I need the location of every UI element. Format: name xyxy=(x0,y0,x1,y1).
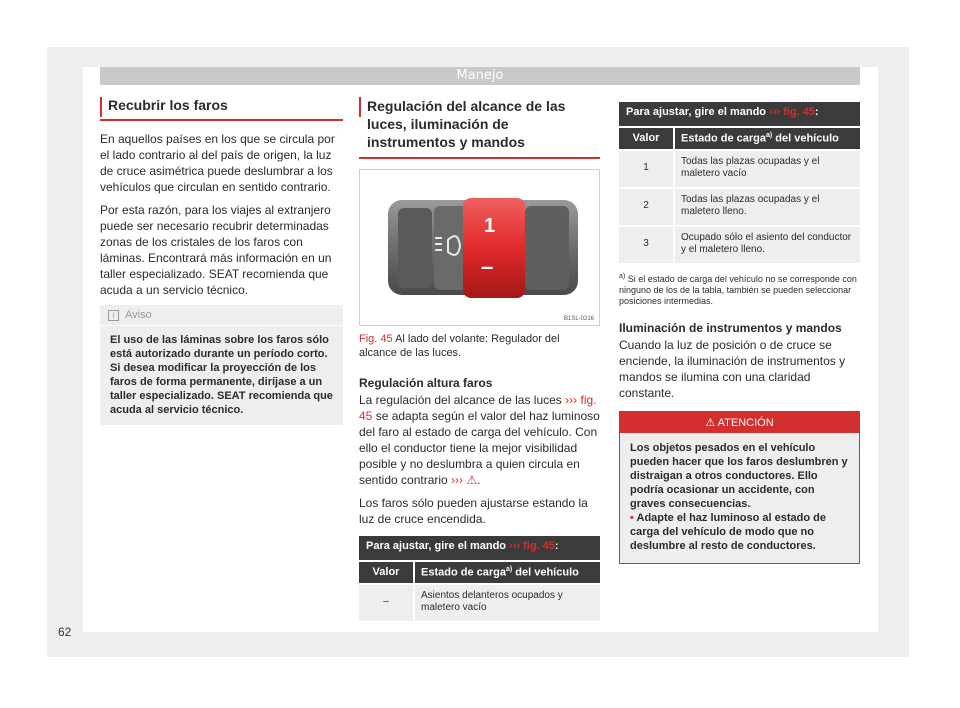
figure-caption xyxy=(359,332,600,360)
figure-label: Fig. 45 xyxy=(359,333,393,345)
figure-link[interactable]: ››› fig. 45 xyxy=(359,393,597,423)
note-text: El uso de las láminas sobre los faros sólo está autorizado durante un período corto. Si desea modificar la proyección de los faros de forma permanente, diríjase a un taller especializado. SEAT recomienda que acuda al servicio técnico. xyxy=(110,334,333,416)
column-left xyxy=(100,95,343,425)
section-title-block xyxy=(359,95,600,157)
column-header-value: Valor xyxy=(619,126,675,149)
headlight-range-dial-illustration xyxy=(360,170,599,325)
note-label: Aviso xyxy=(125,309,152,321)
warning-bullet-item: • Adapte el haz luminoso al estado de carga del vehículo de modo que no deslumbre al resto de conductores. xyxy=(630,511,826,552)
warning-box xyxy=(619,411,860,564)
subheading: Iluminación de instrumentos y mandos xyxy=(619,320,842,335)
cell-state: Todas las plazas ocupadas y el maletero vacío xyxy=(675,149,860,187)
figure-code: B1SL-0216 xyxy=(564,316,595,322)
paragraph: Los faros sólo pueden ajustarse estando la luz de cruce encendida. xyxy=(359,496,588,526)
table-row xyxy=(619,149,860,187)
note-header xyxy=(100,305,343,326)
section-rule xyxy=(100,119,343,121)
paragraph: En aquellos países en los que se circula por el lado contrario al del país de origen, la luz de cruce asimétrica puede deslumbrar a los vehículos que circulan en sentido contrario. xyxy=(100,132,335,194)
section-title: Regulación del alcance de las luces, iluminación de instrumentos y mandos xyxy=(367,98,566,150)
note-box xyxy=(100,305,343,425)
warning-triangle-icon: ⚠ xyxy=(466,473,478,487)
dial-mark-top: 1 xyxy=(484,215,496,237)
subheading: Regulación altura faros xyxy=(359,376,493,390)
section-title-block xyxy=(100,95,343,119)
caption-text: Al lado del volante: Regulador del alcance de las luces. xyxy=(359,333,560,359)
figure-45 xyxy=(359,169,600,326)
cell-value: 1 xyxy=(619,149,675,187)
table-row xyxy=(359,583,600,621)
warning-label: ATENCIÓN xyxy=(717,416,774,429)
table-footnote: $^{a)}$ Si el estado de carga del vehículo no se corresponde con ninguno de los de la tabla, también se pueden seleccionar posiciones intermedias. xyxy=(619,272,857,306)
load-table-continued xyxy=(619,100,860,263)
column-header-state: Estado de carga$^{a)}$ del vehículo xyxy=(415,560,600,583)
cell-state: Todas las plazas ocupadas y el maletero lleno. xyxy=(675,187,860,225)
warning-triangle-icon: ⚠ xyxy=(705,416,716,429)
table-caption: Para ajustar, gire el mando ››› fig. 45: xyxy=(619,100,860,126)
warning-header xyxy=(620,412,859,433)
warning-body xyxy=(620,433,859,563)
table-row xyxy=(619,187,860,225)
section-title: Recubrir los faros xyxy=(108,97,228,113)
info-icon: i xyxy=(108,310,119,321)
table-row xyxy=(619,225,860,263)
cell-state: Ocupado sólo el asiento del conductor y el maletero lleno. xyxy=(675,225,860,263)
table-caption-link[interactable]: ››› fig. 45 xyxy=(509,540,555,552)
column-middle xyxy=(359,95,600,621)
dial-mark-bottom: – xyxy=(481,254,494,279)
cell-value: 3 xyxy=(619,225,675,263)
paragraph: La regulación del alcance de las luces ››› fig. 45 se adapta según el valor del haz luminoso del faro al estado de carga del vehículo. Con ello el conductor tiene la mejor visibilidad posible y no deslumbra a quien circula en sentido contrario ››› ⚠. xyxy=(359,393,600,487)
cell-state: Asientos delanteros ocupados y maletero vacío xyxy=(415,583,600,621)
column-header-value: Valor xyxy=(359,560,415,583)
page-number: 62 xyxy=(58,625,72,639)
paragraph: Por esta razón, para los viajes al extranjero puede ser necesario recubrir determinadas zonas de los cristales de los faros con láminas. Encontrará más información en un taller especializado. SEAT recomienda que acuda a un servicio técnico. xyxy=(100,203,332,297)
column-header-state: Estado de carga$^{a)}$ del vehículo xyxy=(675,126,860,149)
column-right xyxy=(619,100,860,564)
warning-link[interactable]: ››› xyxy=(451,473,464,487)
load-table xyxy=(359,534,600,621)
cell-value: – xyxy=(359,583,415,621)
warning-text: Los objetos pesados en el vehículo pueden hacer que los faros deslumbren y distraigan a otros conductores. Ello podría ocasionar un accidente, con graves consecuencias. xyxy=(630,441,848,510)
table-caption-link[interactable]: ››› fig. 45 xyxy=(769,106,815,118)
cell-value: 2 xyxy=(619,187,675,225)
section-rule xyxy=(359,157,600,159)
paragraph: Cuando la luz de posición o de cruce se enciende, la iluminación de instrumentos y mandos se ilumina con una claridad constante. xyxy=(619,337,846,400)
section-header: Manejo xyxy=(100,67,860,85)
table-caption: Para ajustar, gire el mando ››› fig. 45: xyxy=(359,534,600,560)
